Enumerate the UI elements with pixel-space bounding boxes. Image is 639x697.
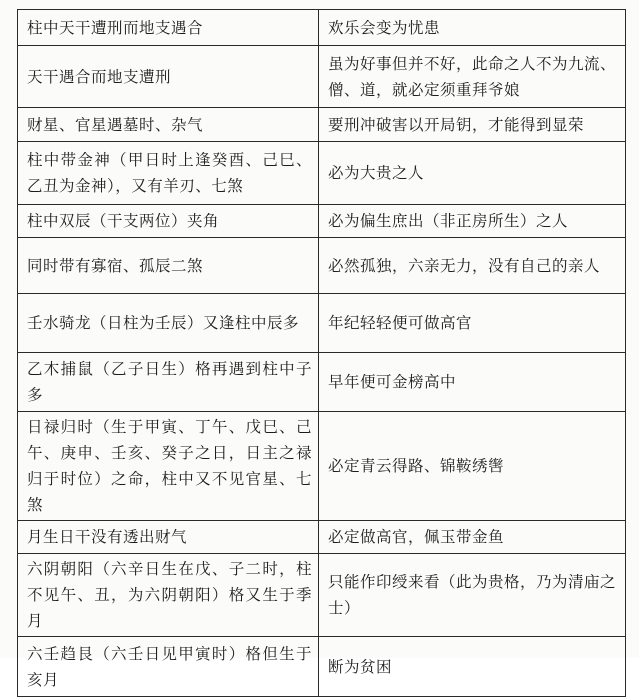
table-row bbox=[18, 205, 626, 238]
table-row bbox=[18, 353, 626, 412]
condition-cell: 柱中双辰（干支两位）夹角 bbox=[18, 205, 319, 238]
condition-cell: 天干遇合而地支遭刑 bbox=[18, 46, 319, 108]
table-row bbox=[18, 412, 626, 521]
result-cell: 必为偏生庶出（非正房所生）之人 bbox=[319, 205, 626, 238]
result-cell: 欢乐会变为忧患 bbox=[319, 10, 626, 46]
condition-cell: 柱中带金神（甲日时上逢癸酉、己巳、乙丑为金神），又有羊刃、七煞 bbox=[18, 142, 319, 205]
result-cell: 要刑冲破害以开局钥，才能得到显荣 bbox=[319, 108, 626, 142]
table-row bbox=[18, 142, 626, 205]
condition-cell: 六壬趋艮（六壬日见甲寅时）格但生于亥月 bbox=[18, 637, 319, 697]
result-cell: 断为贫困 bbox=[319, 637, 626, 697]
table-row bbox=[18, 521, 626, 554]
result-cell: 必定青云得路、锦鞍绣辔 bbox=[319, 412, 626, 521]
condition-cell: 财星、官星遇墓时、杂气 bbox=[18, 108, 319, 142]
table-row bbox=[18, 46, 626, 108]
rules-table bbox=[17, 9, 626, 697]
result-cell: 只能作印绶来看（此为贵格，乃为清庙之士） bbox=[319, 554, 626, 637]
condition-cell: 乙木捕鼠（乙子日生）格再遇到柱中子多 bbox=[18, 353, 319, 412]
result-cell: 虽为好事但并不好，此命之人不为九流、僧、道，就必定须重拜爷娘 bbox=[319, 46, 626, 108]
table-row bbox=[18, 554, 626, 637]
condition-cell: 同时带有寡宿、孤辰二煞 bbox=[18, 238, 319, 294]
table-row bbox=[18, 637, 626, 697]
table-row bbox=[18, 10, 626, 46]
condition-cell: 月生日干没有透出财气 bbox=[18, 521, 319, 554]
result-cell: 必定做高官，佩玉带金鱼 bbox=[319, 521, 626, 554]
condition-cell: 柱中天干遭刑而地支遇合 bbox=[18, 10, 319, 46]
condition-cell: 日禄归时（生于甲寅、丁午、戊巳、己午、庚申、壬亥、癸子之日，日主之禄归于时位）之命，柱中又不见官星、七煞 bbox=[18, 412, 319, 521]
result-cell: 必为大贵之人 bbox=[319, 142, 626, 205]
table-row bbox=[18, 238, 626, 294]
result-cell: 必然孤独，六亲无力，没有自己的亲人 bbox=[319, 238, 626, 294]
condition-cell: 六阴朝阳（六辛日生在戊、子二时，柱不见午、丑，为六阴朝阳）格又生于季月 bbox=[18, 554, 319, 637]
result-cell: 早年便可金榜高中 bbox=[319, 353, 626, 412]
table-row bbox=[18, 294, 626, 353]
table-row bbox=[18, 108, 626, 142]
condition-cell: 壬水骑龙（日柱为壬辰）又逢柱中辰多 bbox=[18, 294, 319, 353]
result-cell: 年纪轻轻便可做高官 bbox=[319, 294, 626, 353]
